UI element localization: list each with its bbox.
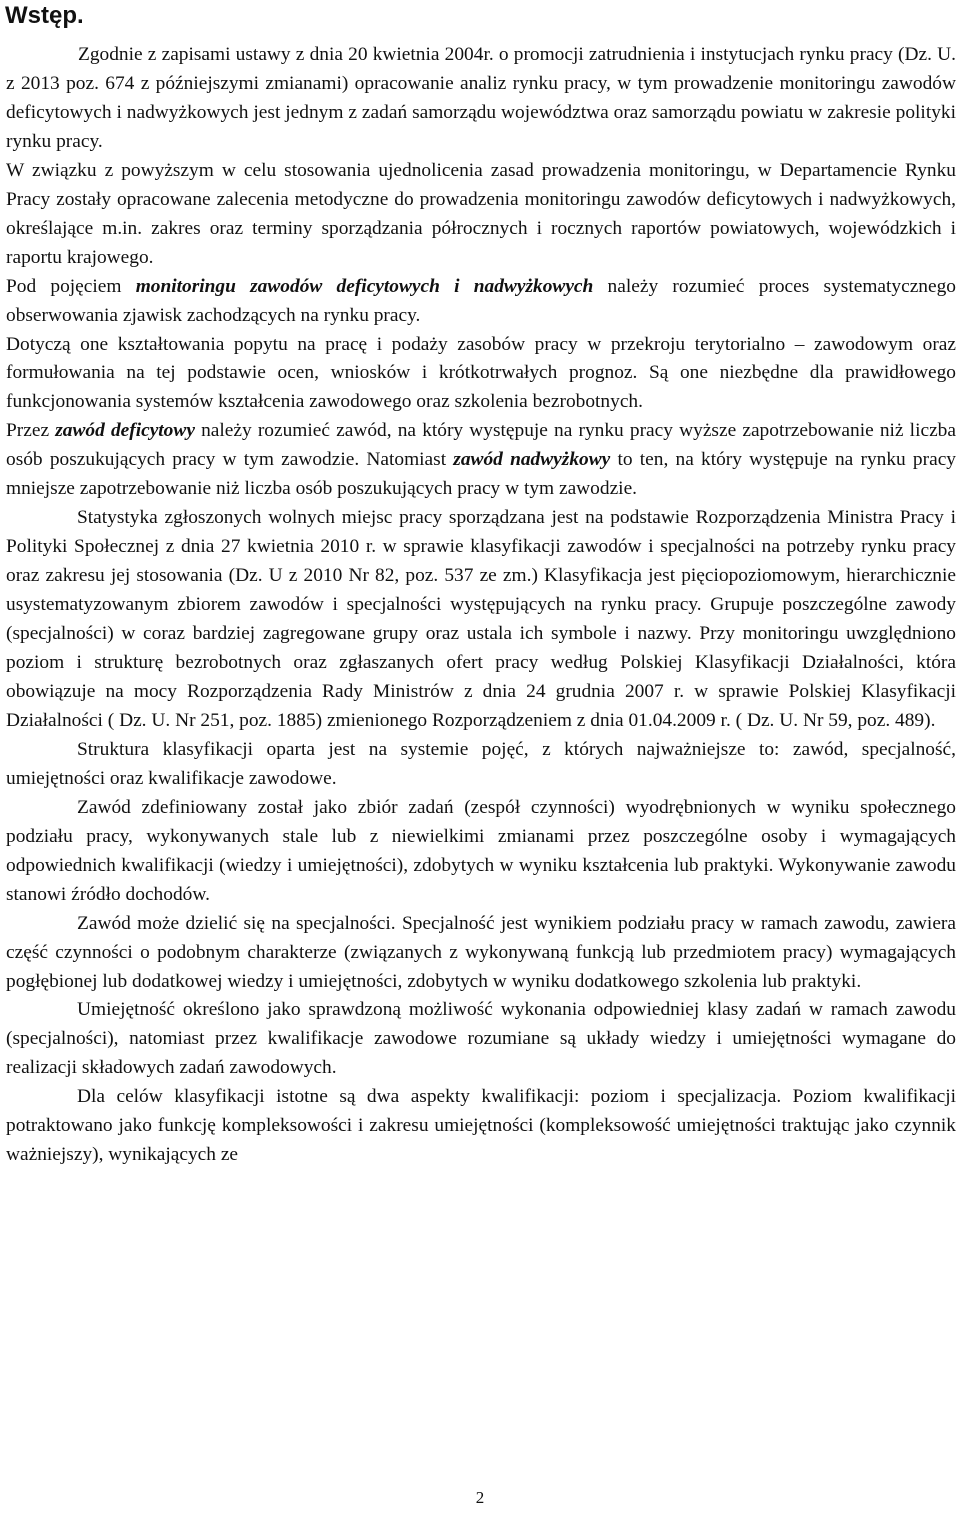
defined-term: zawód deficytowy — [55, 420, 195, 442]
paragraph-scope: Dotyczą one kształtowania popytu na pracę i podaży zasobów pracy w przekroju terytorialno – zawodowym oraz formułowania na tej podstawie ocen, wniosków i krótkotrwałych prognoz. Są one niezbędne dla prawidłowego funkcjonowania systemów kształcenia zawodowego oraz szkolenia bezrobotnych. — [6, 333, 956, 413]
text-fragment: Przez — [6, 420, 56, 442]
paragraph-skill-definition: Umiejętność określono jako sprawdzoną możliwość wykonania odpowiedniej klasy zadań w ramach zawodu (specjalności), natomiast przez kwalifikacje zawodowe rozumiane są układy wiedzy i umiejętności wymagane do realizacji składowych zadań zawodowych. — [6, 999, 956, 1079]
text-fragment: to ten, na który występuje na rynku pracy mniejsze zapotrzebowanie niż liczba osób poszukujących pracy w tym zawodzie. — [6, 449, 956, 500]
paragraph-methodology: W związku z powyższym w celu stosowania ujednolicenia zasad prowadzenia monitoringu, w Departamencie Rynku Pracy zostały opracowane zalecenia metodyczne do prowadzenia monitoringu zawodów deficytowych i nadwyżkowych, określające m.in. zakres oraz terminy sporządzania półrocznych i rocznych raportów powiatowych, wojewódzkich i raportu krajowego. — [6, 159, 956, 268]
paragraph-legal-basis: Zgodnie z zapisami ustawy z dnia 20 kwietnia 2004r. o promocji zatrudnienia i instytucjach rynku pracy (Dz. U. z 2013 poz. 674 z późniejszymi zmianami) opracowanie analiz rynku pracy, w tym prowadzenie monitoringu zawodów deficytowych i nadwyżkowych jest jednym z zadań samorządu województwa oraz samorządu powiatu w zakresie polityki rynku pracy. — [6, 44, 956, 152]
paragraph-specialty-definition: Zawód może dzielić się na specjalności. Specjalność jest wynikiem podziału pracy w ramach zawodu, zawiera część czynności o podobnym charakterze (związanych z wykonywaną funkcją lub przedmiotem pracy) wymagających pogłębionej lub dodatkowej wiedzy i umiejętności, zdobytych w wyniku dodatkowego szkolenia lub praktyki. — [6, 912, 956, 992]
paragraph-deficit-surplus-definition — [6, 417, 956, 504]
section-heading: Wstęp. — [5, 2, 84, 29]
document-body — [6, 41, 956, 1170]
defined-term: monitoringu zawodów deficytowych i nadwyżkowych — [135, 275, 594, 297]
paragraph-statistics: Statystyka zgłoszonych wolnych miejsc pracy sporządzana jest na podstawie Rozporządzenia Ministra Pracy i Polityki Społecznej z dnia 27 kwietnia 2010 r. w sprawie klasyfikacji zawodów i specjalności na potrzeby rynku pracy oraz zakresu jej stosowania (Dz. U z 2010 Nr 82, poz. 537 ze zm.) Klasyfikacja jest pięciopoziomowym, hierarchicznie usystematyzowanym zbiorem zawodów i specjalności występujących na rynku pracy. Grupuje poszczególne zawody (specjalności) w coraz bardziej zagregowane grupy oraz ustala ich symbole i nazwy. Przy monitoringu uwzględniono poziom i strukturę bezrobotnych oraz zgłaszanych ofert pracy według Polskiej Klasyfikacji Działalności, która obowiązuje na mocy Rozporządzenia Rady Ministrów z dnia 24 grudnia 2007 r. w sprawie Polskiej Klasyfikacji Działalności ( Dz. U. Nr 251, poz. 1885) zmienionego Rozporządzeniem z dnia 01.04.2009 r. ( Dz. U. Nr 59, poz. 489). — [6, 507, 956, 731]
paragraph-occupation-definition: Zawód zdefiniowany został jako zbiór zadań (zespół czynności) wyodrębnionych w wyniku społecznego podziału pracy, wykonywanych stale lub z niewielkimi zmianami przez poszczególne osoby i wymagających odpowiednich kwalifikacji (wiedzy i umiejętności), zdobytych w wyniku kształcenia lub praktyki. Wykonywanie zawodu stanowi źródło dochodów. — [6, 796, 956, 905]
defined-term: zawód nadwyżkowy — [453, 449, 611, 471]
page-number: 2 — [475, 1488, 485, 1507]
paragraph-classification-structure: Struktura klasyfikacji oparta jest na systemie pojęć, z których najważniejsze to: zawód, specjalność, umiejętności oraz kwalifikacje zawodowe. — [6, 738, 956, 789]
text-fragment: należy rozumieć proces systematycznego obserwowania zjawisk zachodzących na rynku pracy. — [6, 275, 956, 326]
text-fragment: należy rozumieć zawód, na który występuje na rynku pracy wyższe zapotrzebowanie niż liczba osób poszukujących pracy w tym zawodzie. Natomiast — [6, 420, 956, 471]
text-fragment: Pod pojęciem — [6, 275, 136, 297]
paragraph-monitoring-definition — [6, 273, 956, 331]
paragraph-qualification-aspects: Dla celów klasyfikacji istotne są dwa aspekty kwalifikacji: poziom i specjalizacja. Poziom kwalifikacji potraktowano jako funkcję kompleksowości i zakresu umiejętności (kompleksowość umiejętności traktując jako czynnik ważniejszy), wynikających ze — [6, 1086, 956, 1166]
